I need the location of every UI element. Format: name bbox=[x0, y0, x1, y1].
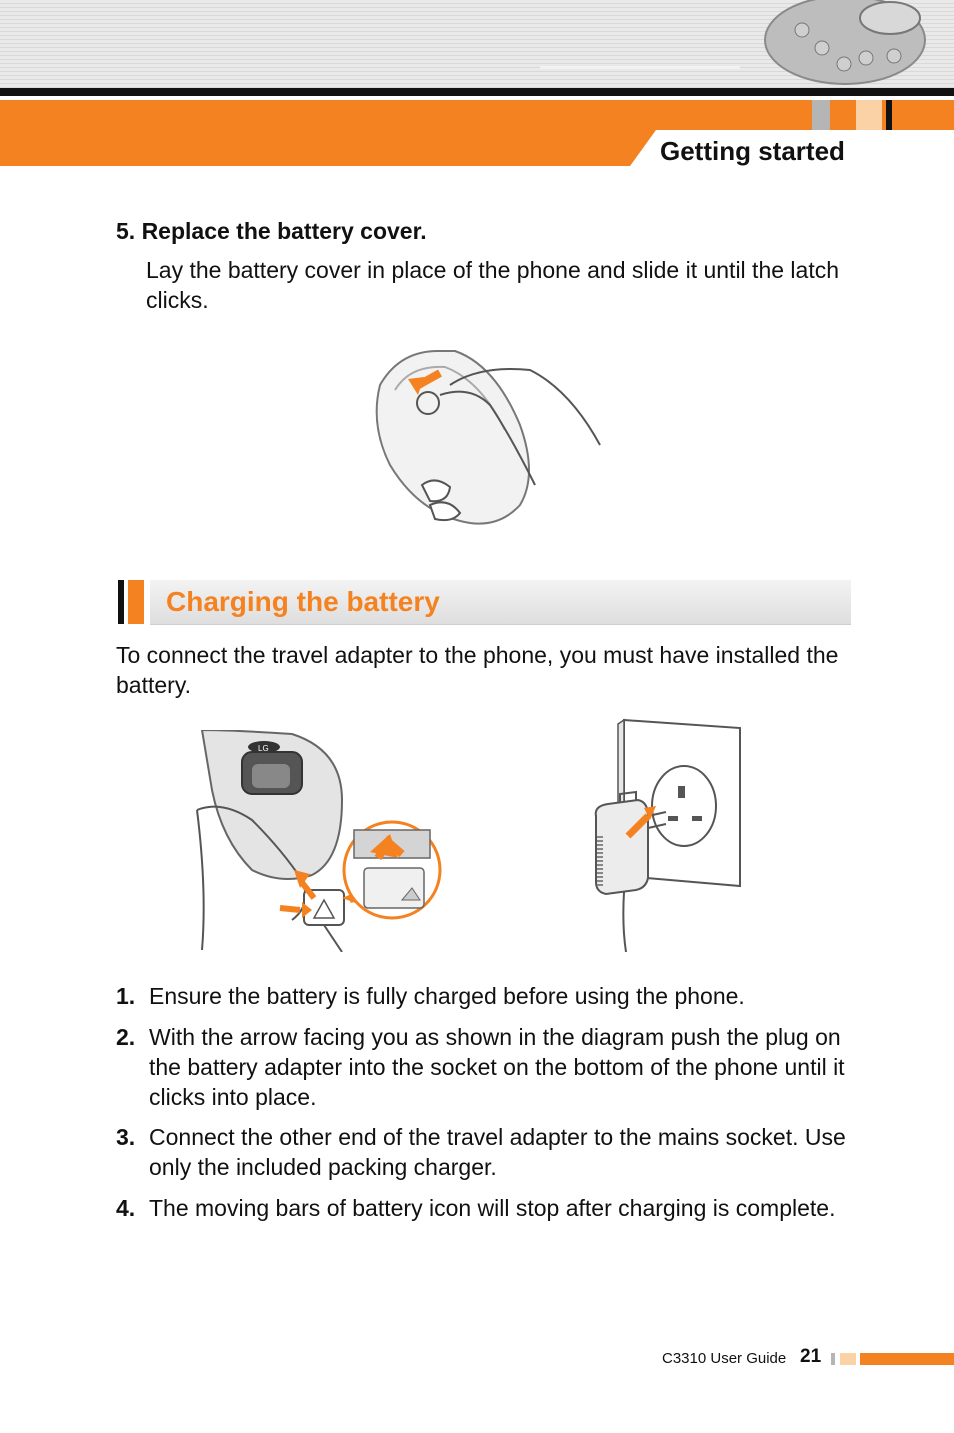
step-5-body: Lay the battery cover in place of the phone and slide it until the latch clicks. bbox=[146, 257, 839, 313]
list-item-number: 2. bbox=[116, 1024, 136, 1050]
section-title: Charging the battery bbox=[166, 586, 440, 617]
page-section-title: Getting started bbox=[660, 136, 845, 166]
section-marker-orange bbox=[128, 580, 144, 624]
list-item-number: 3. bbox=[116, 1124, 136, 1150]
step-5-heading: 5. Replace the battery cover. bbox=[116, 218, 427, 244]
list-item bbox=[116, 1022, 856, 1112]
wall-socket-illustration bbox=[588, 716, 744, 952]
footer-guide-name: C3310 User Guide bbox=[662, 1350, 787, 1367]
section-marker-black bbox=[118, 580, 124, 624]
phone-logo: LG bbox=[258, 744, 269, 753]
list-item-text: Ensure the battery is fully charged before using the phone. bbox=[149, 983, 745, 1009]
list-item-text: Connect the other end of the travel adapter to the mains socket. Use only the included packing charger. bbox=[149, 1124, 846, 1180]
header-highlight-line bbox=[540, 66, 740, 69]
footer-square-gray bbox=[831, 1353, 835, 1365]
list-item bbox=[116, 1193, 856, 1223]
footer-square-peach bbox=[840, 1353, 856, 1365]
header-square-black bbox=[886, 100, 892, 130]
list-item-text: The moving bars of battery icon will stop after charging is complete. bbox=[149, 1195, 836, 1221]
list-item-text: With the arrow facing you as shown in the diagram push the plug on the battery adapter into the socket on the bottom of the phone until it clicks into place. bbox=[149, 1024, 845, 1110]
list-item bbox=[116, 1122, 856, 1182]
phone-header-illustration bbox=[740, 0, 954, 88]
charging-phone-illustration bbox=[192, 730, 447, 952]
header-square-gray bbox=[812, 100, 830, 130]
footer-orange-bar bbox=[860, 1353, 954, 1365]
header-square-peach bbox=[856, 100, 882, 130]
list-item-number: 1. bbox=[116, 983, 136, 1009]
section-intro: To connect the travel adapter to the phone, you must have installed the battery. bbox=[116, 642, 839, 698]
page-number: 21 bbox=[800, 1346, 822, 1367]
battery-cover-illustration bbox=[360, 345, 610, 530]
list-item-number: 4. bbox=[116, 1195, 136, 1221]
list-item bbox=[116, 981, 856, 1011]
header-rule bbox=[0, 88, 954, 96]
